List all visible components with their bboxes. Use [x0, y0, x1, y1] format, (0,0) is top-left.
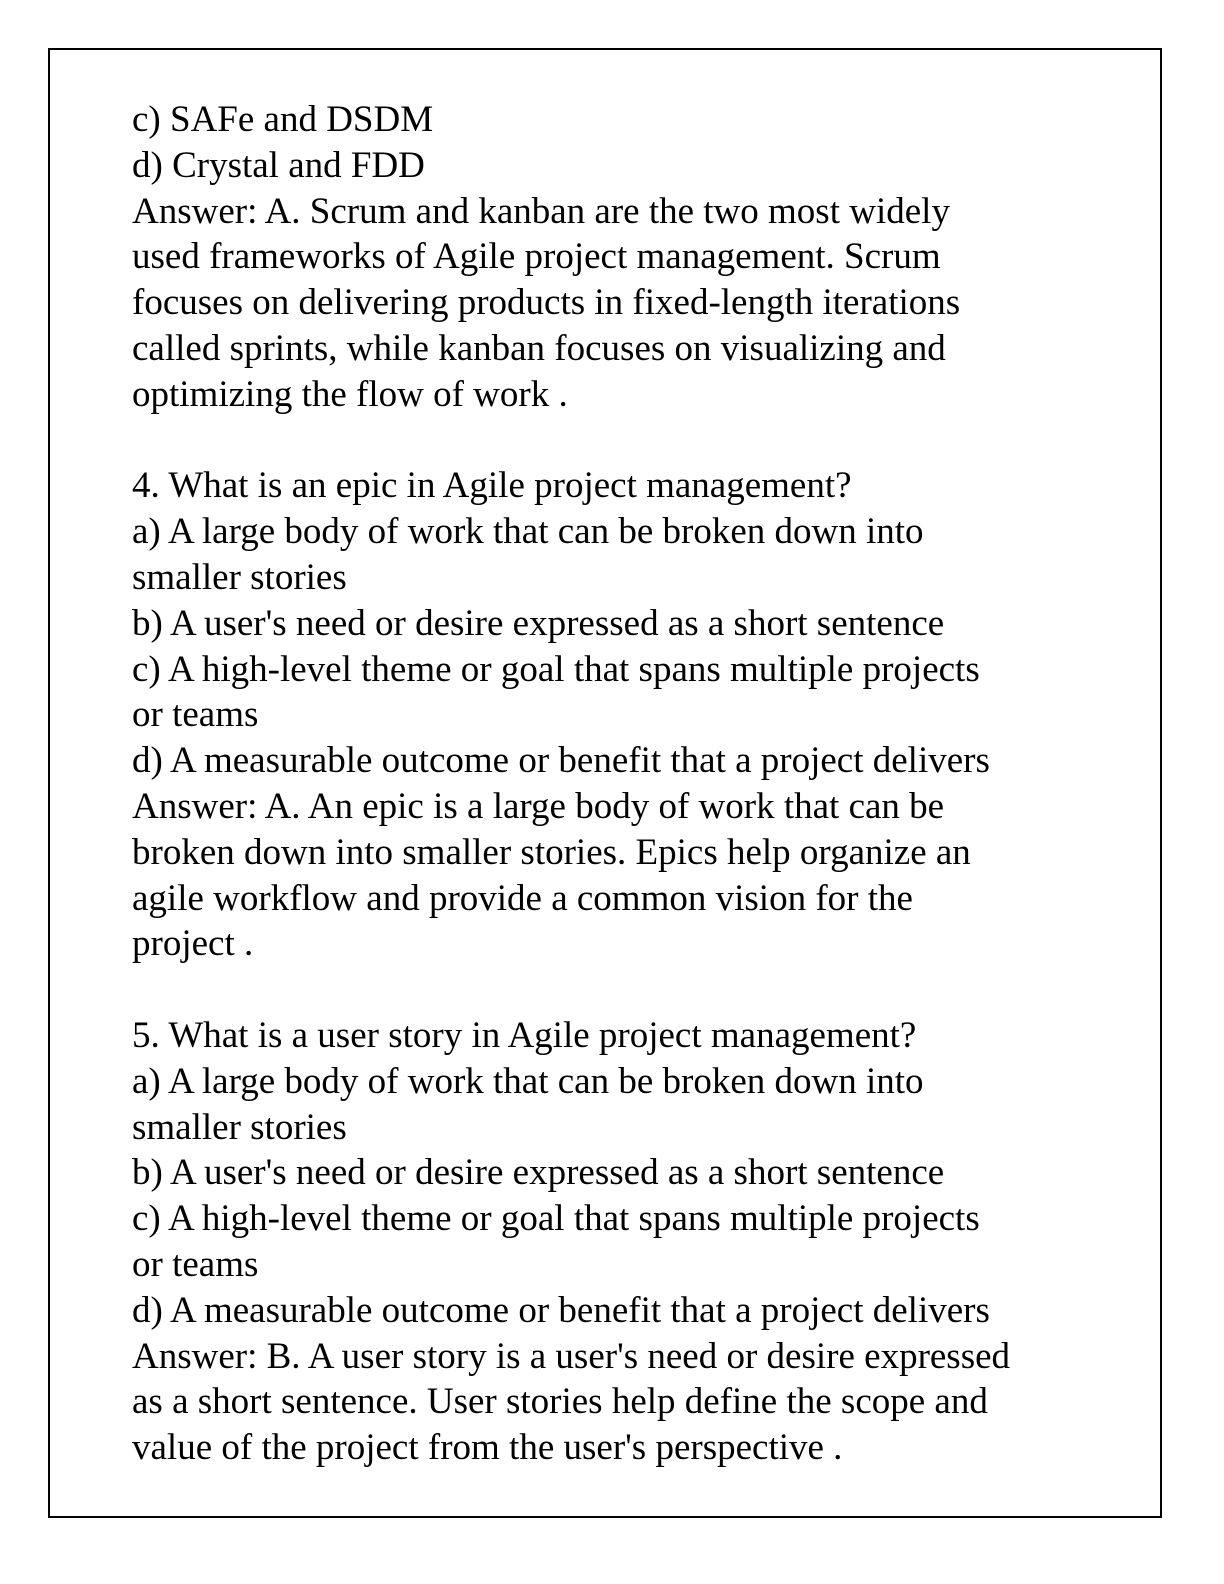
option-b: b) A user's need or desire expressed as a short sentence	[132, 602, 945, 644]
answer-line: value of the project from the user's perspective .	[132, 1427, 843, 1469]
answer-line: agile workflow and provide a common vision for the	[132, 877, 913, 919]
answer-block	[132, 189, 1092, 418]
question-text: 4. What is an epic in Agile project management?	[132, 465, 852, 507]
option-c-continued: or teams	[132, 694, 259, 736]
document-body	[132, 97, 1092, 1471]
answer-line: project .	[132, 923, 254, 965]
option-d: d) Crystal and FDD	[132, 144, 425, 186]
question-4	[132, 463, 1092, 967]
answer-line: broken down into smaller stories. Epics help organize an	[132, 831, 971, 873]
question-text: 5. What is a user story in Agile project management?	[132, 1014, 917, 1056]
option-d: d) A measurable outcome or benefit that a project delivers	[132, 740, 990, 782]
answer-line: Answer: A. Scrum and kanban are the two most widely	[132, 190, 950, 232]
answer-line: called sprints, while kanban focuses on visualizing and	[132, 327, 946, 369]
answer-line: as a short sentence. User stories help define the scope and	[132, 1381, 988, 1423]
paragraph-gap	[132, 967, 1092, 1013]
answer-line: optimizing the flow of work .	[132, 373, 568, 415]
option-d: d) A measurable outcome or benefit that a project delivers	[132, 1289, 990, 1331]
option-c-continued: or teams	[132, 1243, 259, 1285]
answer-line: used frameworks of Agile project management. Scrum	[132, 236, 941, 278]
option-c: c) A high-level theme or goal that spans multiple projects	[132, 1198, 980, 1240]
answer-line: Answer: A. An epic is a large body of work that can be	[132, 785, 945, 827]
option-b: b) A user's need or desire expressed as a short sentence	[132, 1152, 945, 1194]
answer-line: Answer: B. A user story is a user's need or desire expressed	[132, 1335, 1011, 1377]
answer-block	[132, 784, 1092, 967]
option-c: c) A high-level theme or goal that spans multiple projects	[132, 648, 980, 690]
option-a-continued: smaller stories	[132, 556, 347, 598]
question-5	[132, 1013, 1092, 1471]
option-a-continued: smaller stories	[132, 1106, 347, 1148]
option-c: c) SAFe and DSDM	[132, 99, 434, 140]
answer-line: focuses on delivering products in fixed-length iterations	[132, 282, 961, 324]
option-a: a) A large body of work that can be broken down into	[132, 1060, 924, 1102]
answer-block	[132, 1334, 1092, 1471]
option-a: a) A large body of work that can be broken down into	[132, 511, 924, 553]
question-3-continuation	[132, 97, 1092, 418]
paragraph-gap	[132, 418, 1092, 464]
